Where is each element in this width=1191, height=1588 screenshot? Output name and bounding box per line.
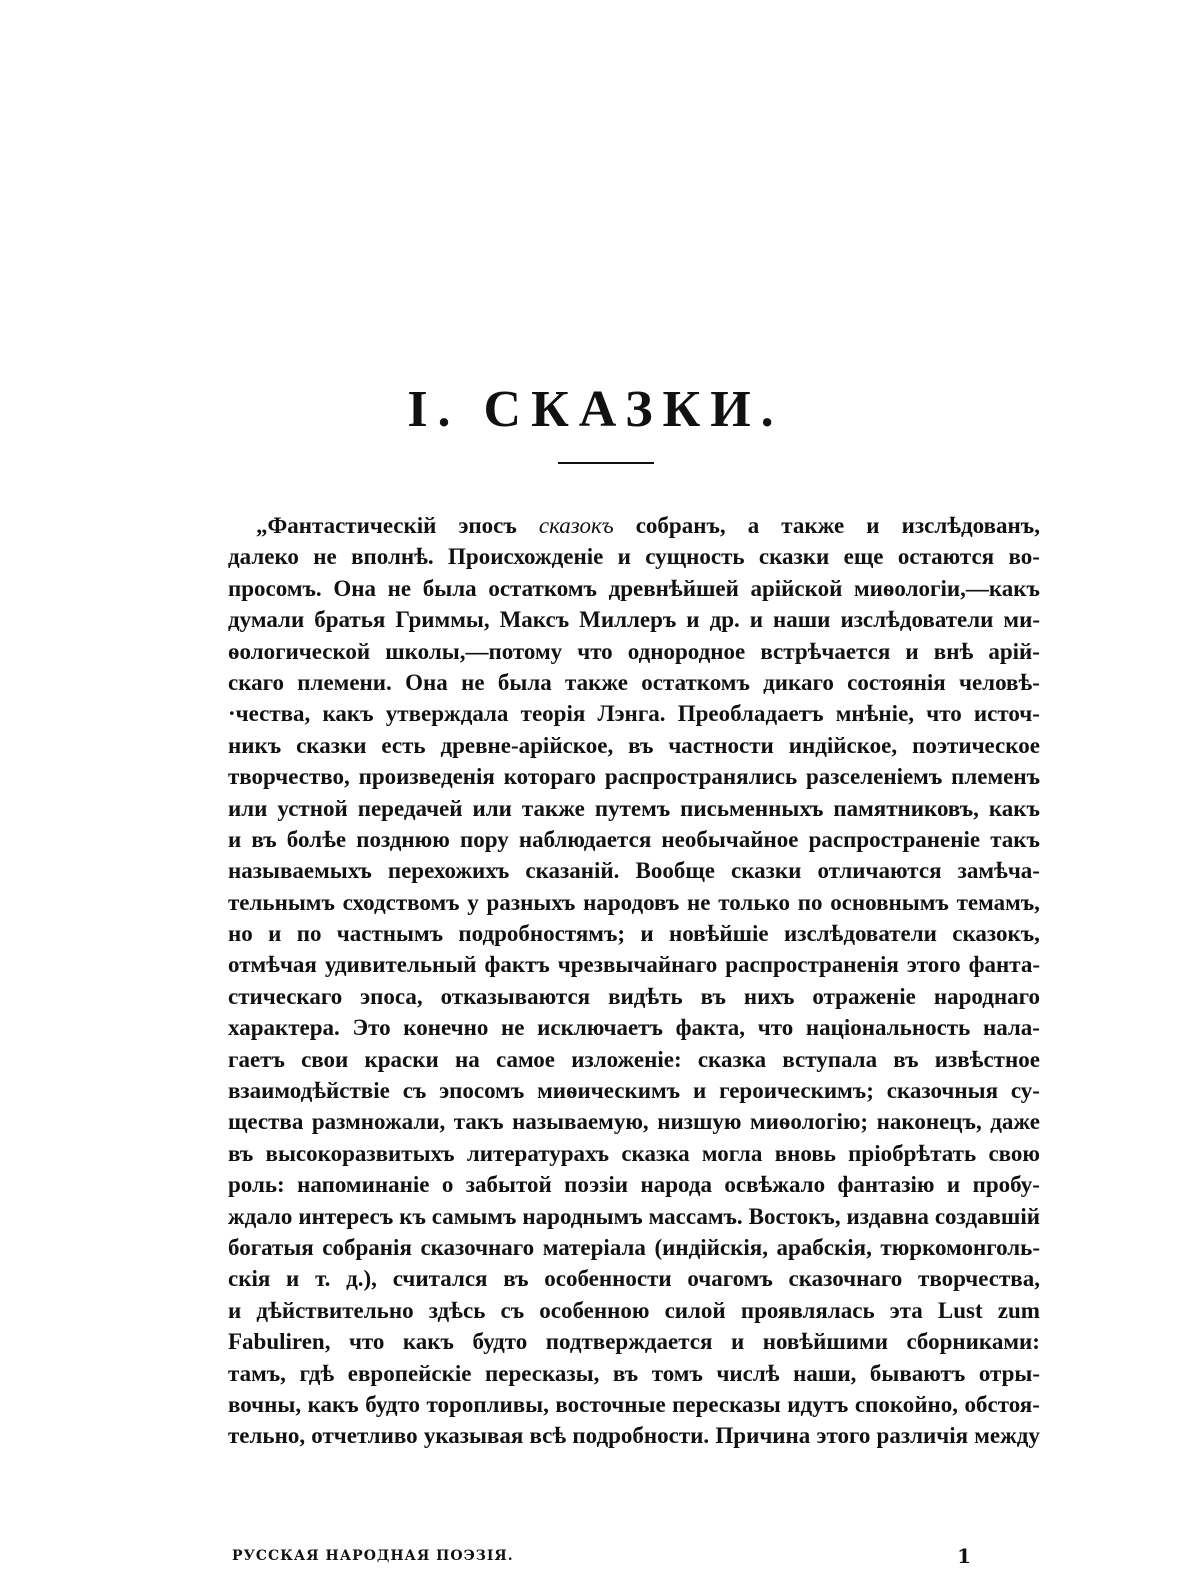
word: Востокъ,	[748, 1203, 841, 1229]
word: поэтическое	[912, 732, 1040, 758]
word: характера.	[228, 1015, 340, 1041]
word: арабскія,	[776, 1234, 872, 1260]
word: „Фантастическій	[256, 513, 437, 538]
word: удивительный	[324, 952, 477, 978]
word: скія	[228, 1266, 271, 1292]
word: не	[313, 544, 337, 570]
word: темамъ,	[956, 889, 1040, 915]
text-line	[228, 636, 1040, 667]
word: далеко	[228, 544, 299, 570]
word: только	[718, 889, 790, 915]
word: конечно	[403, 1015, 489, 1041]
word: собранъ,	[635, 513, 726, 538]
word: пересказы,	[485, 1360, 600, 1386]
text-line	[228, 698, 1040, 729]
text-line	[228, 1075, 1040, 1106]
text-line	[228, 1138, 1040, 1169]
word: богатыя	[228, 1234, 314, 1260]
word: Преобладаетъ	[677, 701, 824, 727]
word: д.),	[346, 1266, 377, 1292]
word: наконецъ,	[876, 1109, 982, 1135]
word: индійское,	[788, 732, 898, 758]
word: произведенія	[358, 764, 495, 790]
word: zum	[997, 1297, 1040, 1323]
word: томъ	[651, 1360, 703, 1386]
word: роль:	[228, 1172, 285, 1198]
word: бываютъ	[869, 1360, 966, 1386]
word: ·чества,	[228, 701, 311, 727]
word: и	[228, 1297, 242, 1323]
word: указывая	[423, 1423, 524, 1449]
body-text	[228, 510, 1040, 1452]
word: и	[749, 607, 764, 633]
word: отличаются	[817, 858, 942, 884]
word: ѳологической	[228, 638, 371, 664]
word: эпосъ	[458, 513, 517, 538]
word: распространенія	[725, 952, 899, 978]
word: различія	[876, 1423, 969, 1449]
text-line	[228, 1326, 1040, 1357]
text-line	[228, 1044, 1040, 1075]
word: сказки	[296, 732, 367, 758]
word: Причина	[715, 1423, 811, 1449]
word: миѳическимъ	[537, 1078, 681, 1104]
word: этого	[906, 952, 961, 978]
word: вновь	[774, 1140, 836, 1166]
word: всѣ	[529, 1423, 567, 1449]
word: создавшій	[934, 1203, 1040, 1229]
word: народнымъ	[522, 1203, 643, 1229]
word: литературахъ	[466, 1140, 610, 1166]
word: матеріала	[542, 1234, 646, 1260]
text-line	[228, 1295, 1040, 1326]
word: состоянія	[847, 669, 946, 695]
word: т.	[315, 1266, 331, 1292]
word: пересказы	[672, 1391, 781, 1417]
word: подробности.	[572, 1423, 710, 1449]
word: очагомъ	[687, 1266, 773, 1292]
word: никъ	[228, 732, 282, 758]
word: стическаго	[228, 983, 343, 1009]
word: творчества,	[918, 1266, 1040, 1292]
word: краски	[364, 1046, 439, 1072]
word: Вообще	[635, 858, 715, 884]
word: факта,	[675, 1015, 746, 1041]
word: свои	[301, 1046, 349, 1072]
word: сходствомъ	[342, 889, 460, 915]
text-line	[228, 887, 1040, 918]
word: эпоса,	[360, 983, 423, 1009]
word: миѳологію;	[750, 1109, 869, 1135]
word: отраженіе	[812, 983, 916, 1009]
word: что	[348, 1329, 385, 1355]
word: Lust	[937, 1297, 983, 1323]
word: Происхожденіе	[448, 544, 604, 570]
word: или	[472, 795, 512, 821]
word: скаго	[228, 669, 284, 695]
text-line	[228, 981, 1040, 1012]
word: вступала	[782, 1046, 878, 1072]
word: въ	[893, 1046, 919, 1072]
word: тельно,	[228, 1423, 306, 1449]
word: теорія	[520, 701, 586, 727]
word: замѣча-	[957, 858, 1040, 884]
word: частности	[668, 732, 774, 758]
word: какъ	[322, 701, 374, 727]
word: что	[926, 701, 962, 727]
word: исключаетъ	[537, 1015, 663, 1041]
word: между	[974, 1423, 1040, 1449]
word: поэзіи	[564, 1172, 629, 1198]
word: была	[497, 669, 552, 695]
word: сказки	[758, 544, 830, 570]
word: самое	[495, 1046, 556, 1072]
word: отчетливо	[311, 1423, 418, 1449]
word: фантазію	[837, 1172, 935, 1198]
word: наблюдается	[518, 826, 652, 852]
word: также	[521, 795, 585, 821]
word: освѣжало	[724, 1172, 826, 1198]
word: ждало	[228, 1203, 293, 1229]
word: называемыхъ	[228, 858, 372, 884]
word: тамъ,	[228, 1360, 286, 1386]
running-title: РУССКАЯ НАРОДНАЯ ПОЭЗІЯ.	[232, 1548, 514, 1564]
word: путемъ	[594, 795, 671, 821]
word: остаются	[897, 544, 995, 570]
word: національность	[805, 1015, 971, 1041]
word: арійской	[750, 575, 843, 601]
word: сказочнаго	[420, 1234, 535, 1260]
word: распространялись	[604, 764, 798, 790]
word: къ	[399, 1203, 426, 1229]
word: торопливы,	[426, 1391, 549, 1417]
text-line	[228, 541, 1040, 572]
word: эпосомъ	[439, 1078, 525, 1104]
word: низшую	[657, 1109, 742, 1135]
word: а	[747, 513, 760, 538]
word: и	[640, 921, 654, 947]
word: котораго	[503, 764, 596, 790]
word: считался	[392, 1266, 488, 1292]
word: древне-арійское,	[440, 732, 614, 758]
word: древнѣйшей	[608, 575, 739, 601]
word: и	[866, 513, 880, 538]
word: европейскіе	[347, 1360, 472, 1386]
word: народовъ	[583, 889, 680, 915]
word: необычайное	[661, 826, 799, 852]
word: сборниками:	[906, 1329, 1040, 1355]
word: арій-	[988, 638, 1040, 664]
word: идутъ	[787, 1391, 849, 1417]
text-line	[228, 824, 1040, 855]
word: гдѣ	[299, 1360, 335, 1386]
word: съ	[402, 1078, 427, 1104]
word: извѣстное	[934, 1046, 1040, 1072]
word: свою	[988, 1140, 1040, 1166]
word: массамъ.	[648, 1203, 743, 1229]
word: сказокъ,	[952, 921, 1040, 947]
text-line	[228, 1106, 1040, 1137]
word: отказываются	[440, 983, 591, 1009]
word: также	[781, 513, 845, 538]
word: фанта-	[968, 952, 1040, 978]
word: какъ	[307, 1391, 359, 1417]
word: внѣ	[933, 638, 974, 664]
word: Гриммы,	[395, 607, 490, 633]
word: тельнымъ	[228, 889, 335, 915]
word: этого	[816, 1423, 871, 1449]
word: остаткомъ	[488, 575, 597, 601]
word: восточные	[555, 1391, 666, 1417]
word: су-	[1010, 1078, 1040, 1104]
word: могла	[701, 1140, 763, 1166]
word: подтверждается	[545, 1329, 713, 1355]
word: однородное	[627, 638, 746, 664]
text-line	[228, 510, 1040, 541]
word: человѣ-	[958, 669, 1040, 695]
word: Она	[405, 669, 448, 695]
word: чрезвычайнаго	[557, 952, 718, 978]
text-line	[228, 1420, 1040, 1451]
word: высокоразвитыхъ	[265, 1140, 455, 1166]
word: основнымъ	[830, 889, 949, 915]
word: сказокъ	[538, 513, 614, 538]
word: какъ	[402, 1329, 454, 1355]
page-number: 1	[957, 1544, 972, 1568]
text-line	[228, 761, 1040, 792]
text-line	[228, 604, 1040, 635]
text-line	[228, 918, 1040, 949]
word: такъ	[453, 1109, 504, 1135]
text-line	[228, 949, 1040, 980]
word: и	[692, 1078, 707, 1104]
text-line	[228, 1389, 1040, 1420]
word: миѳологіи,—какъ	[854, 575, 1040, 601]
word: (индійскія,	[654, 1234, 768, 1260]
word: въ	[612, 1360, 639, 1386]
text-line	[228, 1012, 1040, 1043]
word: подробностямъ;	[458, 921, 626, 947]
word: здѣсь	[428, 1297, 486, 1323]
text-line	[228, 1263, 1040, 1294]
word: передачей	[357, 795, 463, 821]
word: по	[797, 889, 823, 915]
text-line	[228, 667, 1040, 698]
text-line	[228, 1232, 1040, 1263]
word: на	[454, 1046, 480, 1072]
word: сущность	[645, 544, 745, 570]
word: новѣйшіе	[668, 921, 769, 947]
word: отры-	[978, 1360, 1040, 1386]
word: въ	[251, 826, 277, 852]
word: новѣйшими	[762, 1329, 888, 1355]
word: щества	[228, 1109, 304, 1135]
word: разселеніемъ	[805, 764, 943, 790]
word: въ	[503, 1266, 529, 1292]
word: но	[228, 921, 253, 947]
word: Максъ	[499, 607, 570, 633]
word: сказка	[697, 1046, 767, 1072]
word: пору	[459, 826, 509, 852]
word: не	[687, 889, 711, 915]
word: такъ	[990, 826, 1040, 852]
word: еще	[843, 544, 884, 570]
word: съ	[500, 1297, 525, 1323]
word: частнымъ	[336, 921, 444, 947]
word: числѣ	[716, 1360, 780, 1386]
word: особенности	[544, 1266, 672, 1292]
word: разныхъ	[486, 889, 576, 915]
word: какъ	[988, 795, 1040, 821]
word: самымъ	[431, 1203, 517, 1229]
word: будто	[472, 1329, 528, 1355]
word: изслѣдованъ,	[901, 513, 1040, 538]
word: героическимъ;	[719, 1078, 874, 1104]
word: у	[467, 889, 479, 915]
word: изслѣдователи	[840, 607, 994, 633]
word: Fabuliren,	[228, 1329, 331, 1355]
word: проявлялась	[740, 1297, 875, 1323]
word: забытой	[465, 1172, 552, 1198]
word: гаетъ	[228, 1046, 285, 1072]
text-line	[228, 1169, 1040, 1200]
word: изслѣдователи	[783, 921, 937, 947]
word: письменныхъ	[680, 795, 824, 821]
word: взаимодѣйствіе	[228, 1078, 390, 1104]
word: Миллеръ	[579, 607, 677, 633]
word: что	[577, 638, 613, 664]
word: силой	[664, 1297, 726, 1323]
word: сказочныя	[886, 1078, 999, 1104]
word: обстоя-	[964, 1391, 1040, 1417]
word: и	[228, 826, 242, 852]
word: остаткомъ	[641, 669, 750, 695]
word: собранія	[322, 1234, 412, 1260]
word: будто	[365, 1391, 421, 1417]
word: творчество,	[228, 764, 350, 790]
word: во-	[1008, 544, 1040, 570]
title-divider	[558, 462, 654, 464]
word: дикаго	[763, 669, 834, 695]
word: народа	[640, 1172, 712, 1198]
word: даже	[990, 1109, 1040, 1135]
word: интересъ	[298, 1203, 394, 1229]
text-line	[228, 1201, 1040, 1232]
word: въ	[700, 983, 726, 1009]
word: племени.	[297, 669, 392, 695]
word: вочны,	[228, 1391, 302, 1417]
word: и	[268, 921, 282, 947]
word: устной	[277, 795, 348, 821]
word: племенъ	[951, 764, 1040, 790]
text-line	[228, 573, 1040, 604]
word: тюркомонголь-	[880, 1234, 1040, 1260]
word: утверждала	[385, 701, 509, 727]
word: мнѣніе,	[835, 701, 915, 727]
word: напоминаніе	[297, 1172, 430, 1198]
word: не	[461, 669, 485, 695]
word: по	[296, 921, 322, 947]
word: и	[730, 1329, 745, 1355]
word: дѣйствительно	[256, 1297, 414, 1323]
word: не	[501, 1015, 525, 1041]
word: просомъ.	[228, 575, 322, 601]
word: Это	[352, 1015, 391, 1041]
word: не	[387, 575, 412, 601]
word: Лэнга.	[597, 701, 666, 727]
word: въ	[628, 732, 654, 758]
word: сказаній.	[525, 858, 620, 884]
word: вполнѣ.	[351, 544, 434, 570]
word: издавна	[846, 1203, 929, 1229]
word: эта	[889, 1297, 923, 1323]
word: о	[441, 1172, 454, 1198]
word: ми-	[1003, 607, 1040, 633]
word: наши	[773, 607, 831, 633]
word: источ-	[973, 701, 1040, 727]
word: фактъ	[484, 952, 550, 978]
word: размножали,	[311, 1109, 446, 1135]
word: нала-	[982, 1015, 1040, 1041]
word: и	[905, 638, 919, 664]
word: и	[686, 607, 700, 633]
word: и	[946, 1172, 961, 1198]
word: школы,—потому	[385, 638, 563, 664]
word: въ	[228, 1140, 254, 1166]
word: перехожихъ	[387, 858, 510, 884]
word: пробу-	[972, 1172, 1040, 1198]
word: братья	[314, 607, 386, 633]
word: наши,	[793, 1360, 857, 1386]
word: Она	[333, 575, 376, 601]
word: болѣе	[286, 826, 347, 852]
word: сказочнаго	[788, 1266, 903, 1292]
word: или	[228, 795, 268, 821]
word: также	[565, 669, 628, 695]
word: нихъ	[743, 983, 795, 1009]
word: позднюю	[356, 826, 450, 852]
text-line	[228, 793, 1040, 824]
word: спокойно,	[854, 1391, 959, 1417]
text-line	[228, 855, 1040, 886]
chapter-title: I. СКАЗКИ.	[407, 381, 784, 438]
word: и	[617, 544, 631, 570]
word: изложеніе:	[571, 1046, 682, 1072]
word: была	[422, 575, 477, 601]
word: отмѣчая	[228, 952, 317, 978]
word: видѣть	[608, 983, 683, 1009]
word: особенною	[539, 1297, 650, 1323]
word: есть	[381, 732, 426, 758]
word: встрѣчается	[760, 638, 891, 664]
word: народнаго	[933, 983, 1040, 1009]
text-line	[228, 1358, 1040, 1389]
word: памятниковъ,	[833, 795, 979, 821]
word: и	[286, 1266, 300, 1292]
text-line	[228, 730, 1040, 761]
word: сказка	[621, 1140, 690, 1166]
word: распространеніе	[808, 826, 981, 852]
word: думали	[228, 607, 305, 633]
word: пріобрѣтать	[848, 1140, 977, 1166]
word: сказки	[731, 858, 802, 884]
word: др.	[709, 607, 740, 633]
word: называемую,	[512, 1109, 649, 1135]
word: что	[757, 1015, 794, 1041]
